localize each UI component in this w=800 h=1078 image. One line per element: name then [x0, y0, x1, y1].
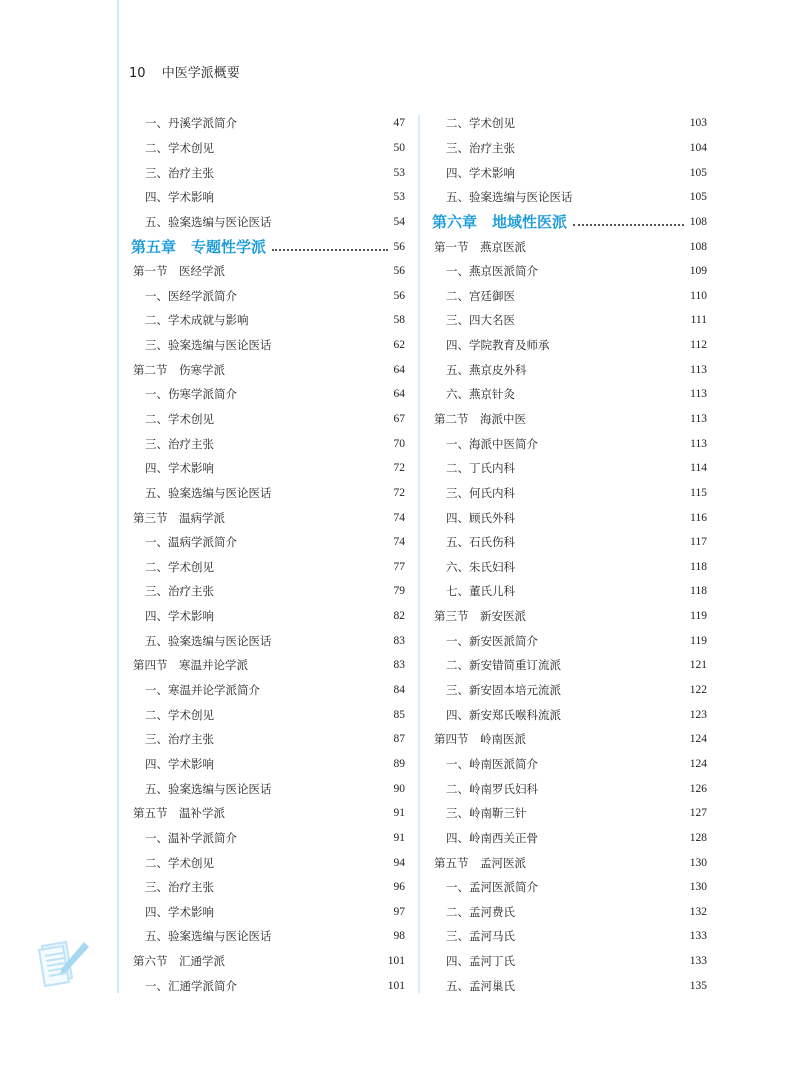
- toc-page-number: 133: [689, 930, 707, 943]
- toc-page-number: 91: [393, 831, 405, 844]
- toc-entry-title: 三、新安固本培元流派: [446, 683, 561, 698]
- toc-item[interactable]: [131, 555, 405, 580]
- toc-item[interactable]: [432, 973, 707, 998]
- toc-page-number: 133: [689, 955, 707, 968]
- toc-entry-title: 三、四大名医: [446, 313, 515, 328]
- toc-entry-title: 四、学院教育及师承: [446, 338, 550, 353]
- toc-page-number: 122: [689, 684, 707, 697]
- toc-item[interactable]: [432, 826, 707, 851]
- toc-page-number: 96: [393, 881, 405, 894]
- toc-item[interactable]: [131, 727, 405, 752]
- toc-page-number: 70: [393, 437, 405, 450]
- toc-entry-title: 六、朱氏妇科: [446, 559, 515, 574]
- toc-page-number: 90: [393, 782, 405, 795]
- dot-leader: [573, 224, 684, 226]
- toc-entry-title: 二、岭南罗氏妇科: [446, 781, 538, 796]
- toc-page-number: 118: [690, 560, 707, 573]
- toc-entry-title: 五、验案选编与医论医话: [145, 929, 272, 944]
- toc-item[interactable]: [432, 382, 707, 407]
- toc-page-number: 124: [689, 733, 707, 746]
- toc-page-number: 128: [689, 831, 707, 844]
- toc-entry-title: 四、新安郑氏喉科流派: [446, 707, 561, 722]
- toc-page-number: 84: [393, 684, 405, 697]
- toc-page-number: 103: [689, 117, 707, 130]
- toc-page-number: 113: [690, 388, 707, 401]
- toc-item[interactable]: [131, 481, 405, 506]
- toc-page-number: 113: [690, 413, 707, 425]
- toc-item[interactable]: [131, 850, 405, 875]
- toc-page-number: 62: [393, 339, 405, 352]
- toc-entry-title: 第二节 伤寒学派: [133, 362, 225, 377]
- toc-item[interactable]: [131, 826, 405, 851]
- toc-entry-title: 第三节 温病学派: [133, 510, 225, 525]
- toc-item[interactable]: [432, 653, 707, 678]
- toc-page-number: 110: [690, 289, 707, 302]
- toc-page-number: 132: [689, 905, 707, 918]
- toc-item[interactable]: [432, 924, 707, 949]
- toc-entry-title: 四、学术影响: [145, 756, 214, 771]
- toc-entry-title: 四、顾氏外科: [446, 510, 515, 525]
- toc-entry-title: 四、岭南西关正骨: [446, 830, 538, 845]
- toc-page-number: 127: [689, 807, 707, 820]
- toc-section[interactable]: [131, 505, 405, 530]
- toc-item[interactable]: [131, 678, 405, 703]
- toc-entry-title: 二、学术创见: [145, 412, 214, 426]
- toc-item[interactable]: [432, 259, 707, 284]
- toc-entry-title: 二、学术创见: [145, 707, 214, 722]
- toc-item[interactable]: [432, 333, 707, 358]
- toc-page-number: 85: [393, 708, 405, 721]
- toc-entry-title: 三、孟河马氏: [446, 929, 515, 944]
- toc-entry-title: 二、丁氏内科: [446, 461, 515, 476]
- toc-page-number: 72: [393, 486, 405, 499]
- toc-entry-title: 三、治疗主张: [145, 165, 214, 180]
- toc-entry-title: 一、医经学派简介: [145, 288, 237, 303]
- toc-page-number: 72: [393, 462, 405, 475]
- toc-page-number: 105: [689, 191, 707, 204]
- toc-page-number: 113: [690, 363, 707, 376]
- toc-page-number: 135: [689, 979, 707, 992]
- notepad-pencil-icon: [36, 938, 92, 988]
- toc-page-number: 64: [393, 363, 405, 376]
- toc-page-number: 119: [690, 634, 707, 647]
- toc-item[interactable]: [432, 505, 707, 530]
- toc-entry-title: 第三节 新安医派: [434, 609, 526, 624]
- toc-section[interactable]: [131, 653, 405, 678]
- toc-entry-title: 一、燕京医派简介: [446, 264, 538, 279]
- toc-entry-title: 第四节 岭南医派: [434, 732, 526, 747]
- toc-page-number: 53: [393, 191, 405, 204]
- toc-entry-title: 二、孟河费氏: [446, 904, 515, 919]
- toc-item[interactable]: [131, 185, 405, 210]
- toc-page-number: 47: [393, 117, 405, 130]
- toc-page-number: 116: [690, 511, 707, 524]
- toc-item[interactable]: [432, 801, 707, 826]
- toc-entry-title: 四、学术影响: [145, 609, 214, 624]
- toc-item[interactable]: [432, 160, 707, 185]
- toc-page-number: 74: [393, 536, 405, 549]
- toc-item[interactable]: [432, 949, 707, 974]
- toc-entry-title: 第六节 汇通学派: [133, 954, 225, 969]
- toc-page-number: 123: [689, 708, 707, 721]
- toc-page-number: 82: [393, 610, 405, 623]
- toc-item[interactable]: [432, 900, 707, 925]
- toc-column-left: [131, 111, 405, 998]
- toc-item[interactable]: [131, 776, 405, 801]
- toc-entry-title: 五、验案选编与医论医话: [145, 485, 272, 500]
- book-title: 中医学派概要: [161, 66, 240, 81]
- toc-item[interactable]: [432, 456, 707, 481]
- toc-item[interactable]: [131, 382, 405, 407]
- toc-page-number: 67: [393, 413, 405, 425]
- toc-page-number: 109: [689, 265, 707, 278]
- toc-page-number: 56: [393, 240, 405, 253]
- toc-entry-title: 七、董氏儿科: [446, 584, 515, 599]
- toc-page-number: 108: [689, 240, 707, 253]
- dot-leader: [272, 249, 387, 251]
- toc-item[interactable]: [432, 579, 707, 604]
- toc-entry-title: 四、学术影响: [145, 461, 214, 476]
- toc-page-number: 130: [689, 856, 707, 869]
- toc-entry-title: 三、治疗主张: [145, 584, 214, 599]
- toc-item[interactable]: [131, 924, 405, 949]
- toc-item[interactable]: [432, 111, 707, 136]
- column-divider: [418, 115, 420, 993]
- toc-page-number: 118: [690, 585, 707, 598]
- toc-section[interactable]: [432, 604, 707, 629]
- toc-entry-title: 一、寒温并论学派简介: [145, 683, 260, 698]
- toc-page-number: 77: [393, 560, 405, 573]
- toc-entry-title: 一、丹溪学派简介: [145, 116, 237, 131]
- toc-page-number: 87: [393, 733, 405, 746]
- toc-page-number: 111: [690, 314, 707, 327]
- toc-entry-title: 一、岭南医派简介: [446, 756, 538, 771]
- toc-page-number: 101: [387, 955, 405, 968]
- toc-entry-title: 二、学术创见: [446, 116, 515, 131]
- toc-entry-title: 第五章 专题性学派: [131, 238, 267, 257]
- toc-entry-title: 五、验案选编与医论医话: [145, 633, 272, 648]
- running-head: [129, 62, 240, 81]
- toc-entry-title: 二、学术创见: [145, 559, 214, 574]
- toc-item[interactable]: [131, 160, 405, 185]
- toc-item[interactable]: [432, 702, 707, 727]
- toc-page-number: 104: [689, 141, 707, 154]
- toc-item[interactable]: [432, 752, 707, 777]
- toc-entry-title: 三、治疗主张: [145, 436, 214, 451]
- toc-page-number: 91: [393, 807, 405, 820]
- toc-item[interactable]: [432, 431, 707, 456]
- toc-item[interactable]: [131, 210, 405, 235]
- toc-entry-title: 一、孟河医派简介: [446, 880, 538, 895]
- toc-entry-title: 第四节 寒温并论学派: [133, 658, 248, 673]
- toc-entry-title: 第二节 海派中医: [434, 412, 526, 426]
- toc-item[interactable]: [432, 283, 707, 308]
- toc-page-number: 101: [387, 979, 405, 992]
- toc-section[interactable]: [432, 727, 707, 752]
- toc-entry-title: 六、燕京针灸: [446, 387, 515, 402]
- toc-entry-title: 三、治疗主张: [145, 880, 214, 895]
- toc-item[interactable]: [432, 678, 707, 703]
- toc-item[interactable]: [131, 136, 405, 161]
- toc-item[interactable]: [432, 776, 707, 801]
- toc-section[interactable]: [131, 259, 405, 284]
- toc-page-number: 98: [393, 930, 405, 943]
- toc-column-right: [432, 111, 707, 998]
- toc-entry-title: 五、燕京皮外科: [446, 362, 527, 377]
- toc-entry-title: 第一节 燕京医派: [434, 239, 526, 254]
- toc-section[interactable]: [131, 949, 405, 974]
- toc-entry-title: 一、海派中医简介: [446, 436, 538, 451]
- toc-page-number: 119: [690, 610, 707, 623]
- toc-entry-title: 一、新安医派简介: [446, 633, 538, 648]
- toc-item[interactable]: [131, 333, 405, 358]
- margin-rule: [117, 0, 119, 993]
- toc-section[interactable]: [131, 801, 405, 826]
- toc-entry-title: 五、孟河巢氏: [446, 978, 515, 993]
- toc-item[interactable]: [131, 702, 405, 727]
- page-number: 10: [129, 66, 146, 81]
- toc-page-number: 50: [393, 141, 405, 154]
- toc-page-number: 74: [393, 511, 405, 524]
- toc-entry-title: 四、孟河丁氏: [446, 954, 515, 969]
- toc-page-number: 89: [393, 757, 405, 770]
- toc-page-number: 126: [689, 782, 707, 795]
- toc-page-number: 83: [393, 634, 405, 647]
- toc-entry-title: 二、学术创见: [145, 855, 214, 870]
- toc-entry-title: 三、治疗主张: [446, 140, 515, 155]
- toc-entry-title: 四、学术影响: [446, 165, 515, 180]
- toc-item[interactable]: [131, 308, 405, 333]
- toc-page-number: 54: [393, 215, 405, 228]
- toc-entry-title: 二、学术成就与影响: [145, 313, 249, 328]
- toc-item[interactable]: [131, 875, 405, 900]
- toc-item[interactable]: [131, 530, 405, 555]
- toc-entry-title: 一、伤寒学派简介: [145, 387, 237, 402]
- toc-page-number: 113: [690, 437, 707, 450]
- toc-entry-title: 三、治疗主张: [145, 732, 214, 747]
- toc-entry-title: 五、验案选编与医论医话: [145, 781, 272, 796]
- toc-item[interactable]: [131, 579, 405, 604]
- toc-item[interactable]: [131, 973, 405, 998]
- toc-item[interactable]: [131, 900, 405, 925]
- toc-page-number: 97: [393, 905, 405, 918]
- toc-entry-title: 第一节 医经学派: [133, 264, 225, 279]
- toc-section[interactable]: [131, 357, 405, 382]
- toc-item[interactable]: [131, 604, 405, 629]
- toc-entry-title: 三、何氏内科: [446, 485, 515, 500]
- toc-page-number: 121: [689, 659, 707, 672]
- toc-page-number: 108: [689, 215, 707, 228]
- toc-item[interactable]: [432, 357, 707, 382]
- toc-item[interactable]: [432, 308, 707, 333]
- toc-page-number: 115: [690, 486, 707, 499]
- toc-item[interactable]: [432, 481, 707, 506]
- toc-entry-title: 五、验案选编与医论医话: [446, 190, 573, 205]
- toc-page-number: 105: [689, 166, 707, 179]
- toc-chapter[interactable]: [432, 210, 707, 235]
- toc-entry-title: 一、温补学派简介: [145, 830, 237, 845]
- toc-item[interactable]: [131, 431, 405, 456]
- toc-entry-title: 五、石氏伤科: [446, 535, 515, 550]
- toc-item[interactable]: [131, 628, 405, 653]
- toc-page-number: 83: [393, 659, 405, 672]
- toc-item[interactable]: [432, 185, 707, 210]
- toc-item[interactable]: [131, 111, 405, 136]
- toc-entry-title: 第五节 温补学派: [133, 806, 225, 821]
- toc-item[interactable]: [131, 407, 405, 432]
- toc-item[interactable]: [432, 875, 707, 900]
- toc-page-number: 114: [690, 462, 707, 475]
- toc-entry-title: 二、学术创见: [145, 140, 214, 155]
- toc-page-number: 58: [393, 314, 405, 327]
- toc-page-number: 53: [393, 166, 405, 179]
- toc-page-number: 64: [393, 388, 405, 401]
- toc-entry-title: 二、新安错简重订流派: [446, 658, 561, 673]
- toc-entry-title: 第五节 孟河医派: [434, 855, 526, 870]
- toc-item[interactable]: [432, 628, 707, 653]
- toc-page-number: 124: [689, 757, 707, 770]
- toc-page-number: 112: [690, 339, 707, 352]
- toc-section[interactable]: [432, 234, 707, 259]
- toc-page-number: 117: [690, 536, 707, 549]
- toc-page-number: 56: [393, 265, 405, 278]
- toc-section[interactable]: [432, 407, 707, 432]
- toc-page-number: 94: [393, 856, 405, 869]
- toc-chapter[interactable]: [131, 234, 405, 259]
- toc-item[interactable]: [131, 752, 405, 777]
- toc-item[interactable]: [432, 136, 707, 161]
- toc-page-number: 56: [393, 289, 405, 302]
- toc-item[interactable]: [131, 456, 405, 481]
- toc-page-number: 130: [689, 881, 707, 894]
- toc-item[interactable]: [432, 530, 707, 555]
- toc-entry-title: 三、岭南靳三针: [446, 806, 527, 821]
- toc-entry-title: 一、温病学派简介: [145, 535, 237, 550]
- toc-section[interactable]: [432, 850, 707, 875]
- toc-entry-title: 一、汇通学派简介: [145, 978, 237, 993]
- toc-entry-title: 二、宫廷御医: [446, 288, 515, 303]
- toc-item[interactable]: [432, 555, 707, 580]
- toc-entry-title: 四、学术影响: [145, 904, 214, 919]
- toc-entry-title: 第六章 地域性医派: [432, 213, 568, 232]
- toc-page-number: 79: [393, 585, 405, 598]
- toc-item[interactable]: [131, 283, 405, 308]
- toc-entry-title: 五、验案选编与医论医话: [145, 214, 272, 229]
- toc-entry-title: 四、学术影响: [145, 190, 214, 205]
- toc-entry-title: 三、验案选编与医论医话: [145, 338, 272, 353]
